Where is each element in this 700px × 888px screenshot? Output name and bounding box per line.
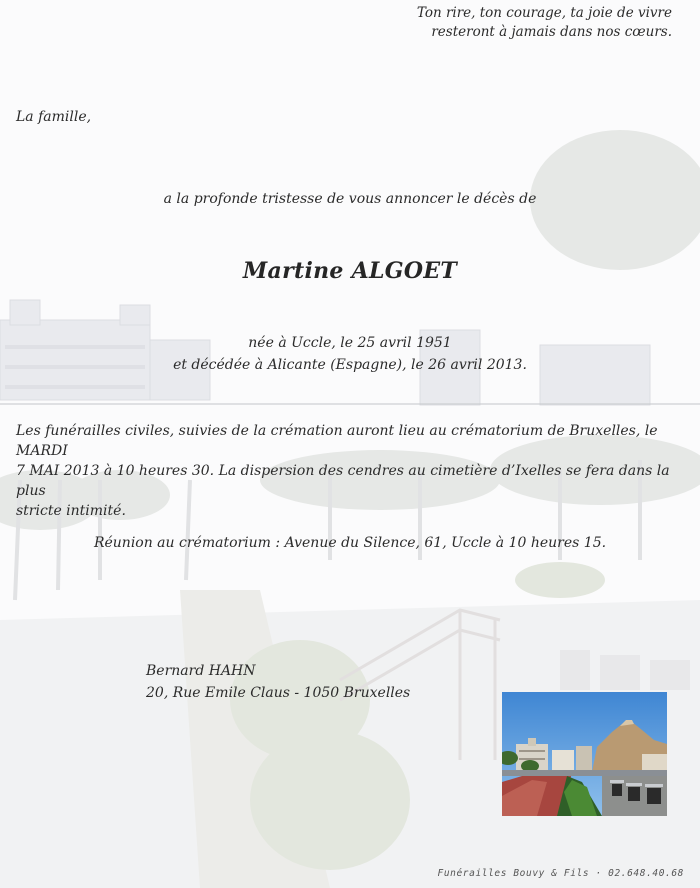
deceased-name: Martine ALGOET [242, 258, 458, 284]
funeral-line-3: stricte intimité. [16, 503, 126, 519]
funeral-line-1: Les funérailles civiles, suivies de la crémation auront lieu au crématorium de Bruxelles, le MARDI [16, 423, 658, 459]
announcement-text: a la profonde tristesse de vous annoncer le décès de [163, 191, 537, 207]
funeral-home-footer: Funérailles Bouvy & Fils · 02.648.40.68 [437, 868, 684, 879]
contact-name: Bernard HAHN [146, 663, 256, 679]
birth-line: née à Uccle, le 25 avril 1951 [248, 335, 452, 351]
paper-fold-line [0, 403, 700, 405]
quote-line-2: resteront à jamais dans nos cœurs. [431, 24, 672, 40]
funeral-line-2: 7 MAI 2013 à 10 heures 30. La dispersion des cendres au cimetière d’Ixelles se fera dans la plus [16, 463, 670, 499]
alicante-photo [502, 692, 667, 816]
meeting-info: Réunion au crématorium : Avenue du Silence, 61, Uccle à 10 heures 15. [93, 535, 607, 551]
funeral-paragraph [16, 421, 688, 521]
death-line: et décédée à Alicante (Espagne), le 26 avril 2013. [173, 357, 527, 373]
birth-death-details [0, 332, 700, 376]
quote-line-1: Ton rire, ton courage, ta joie de vivre [416, 5, 672, 21]
memorial-quote [342, 4, 672, 42]
salutation: La famille, [16, 109, 92, 125]
contact-block [146, 660, 410, 704]
contact-address: 20, Rue Emile Claus - 1050 Bruxelles [146, 685, 411, 701]
